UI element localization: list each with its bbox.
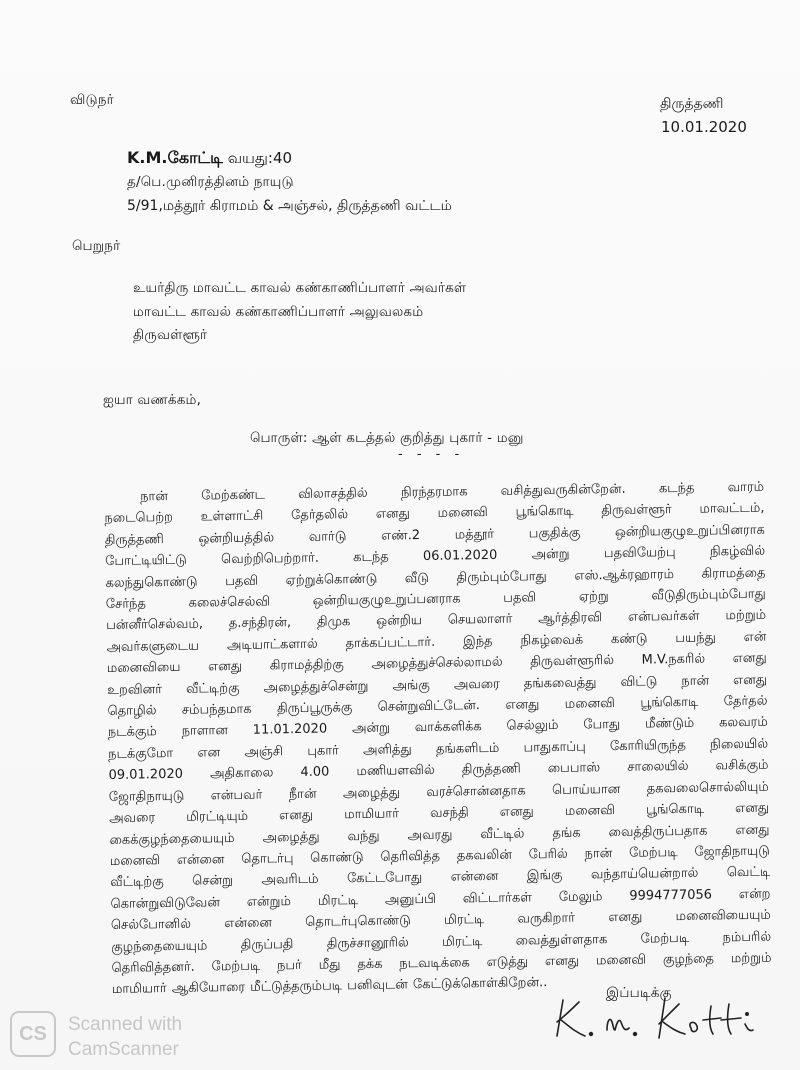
letter-place: திருத்தணி [660, 96, 724, 112]
body-line: உறவினர் வீட்டிற்கு அழைத்துச்சென்று அங்கு அவரை தங்கவைத்து விட்டு நான் எனது [107, 672, 768, 698]
body-line: தெரிவித்தனர். மேற்படி நபர் மீது தக்க நடவடிக்கை எடுத்து எனது மனைவி குழந்தை மற்றும் [111, 950, 772, 976]
body-line: நான் மேற்கண்ட விலாசத்தில் நிரந்தரமாக வசித்துவருகின்றேன். கடந்த வாரம் [140, 479, 765, 505]
handwritten-signature [545, 992, 770, 1042]
subject-underline: - - - - [398, 447, 465, 462]
recipient-line-1: உயர்திரு மாவட்ட காவல் கண்காணிப்பாளர் அவர்கள் [133, 280, 467, 296]
body-line: செல்போனில் என்னை தொடர்புகொண்டு மிரட்டி வருகிறார் எனது மனைவியையும் [110, 907, 771, 934]
body-line: ஜோதிநாயுடு என்பவர் நீான் அழைத்து வரச்சொன்னதாக பொய்யான தகவலைசொல்லியும் [108, 779, 769, 805]
watermark-line-1: Scanned with [68, 1014, 183, 1035]
body-line: கைக்குழந்தையையும் அழைத்து வந்து அவரது வீட்டில் தங்க வைத்திருப்பதாக எனது [109, 822, 770, 848]
body-line: 09.01.2020 அதிகாலை 4.00 மணியளவில் திருத்தணி பைபாஸ் சாலையில் வசிக்கும் [108, 757, 769, 784]
body-line: மனைவி என்னை தொடர்பு கொண்டு தெரிவித்த தகவலின் பேரில் நான் மேற்படி ஜோதிநாயுடு [109, 843, 770, 869]
body-line: கலந்துகொண்டு பதவி ஏற்றுக்கொண்டு வீடு திரும்பும்போது எஸ்.ஆக்ரஹாரம் கிராமத்தை [105, 565, 766, 591]
closing: இப்படிக்கு [606, 985, 672, 1001]
letter-date: 10.01.2020 [661, 118, 747, 136]
body-line: தொழில் சம்பந்தமாக திருப்பூருக்கு சென்றுவிட்டேன். எனது மனைவி பூங்கொடி தேர்தல் [107, 693, 768, 720]
body-line: அவரை மிரட்டியும் எனது மாமியார் வசந்தி எனது மனைவி பூங்கொடி எனது [109, 800, 770, 827]
body-line: வீட்டிற்கு சென்று அவரிடம் கேட்டபோது என்னை இங்கு வந்தாய்யென்றால் வெட்டி [110, 864, 771, 891]
to-label: பெறுநர் [72, 238, 121, 254]
letter-body [104, 477, 772, 1001]
sender-name-line [127, 148, 292, 169]
body-line: நடக்கும் நாளான 11.01.2020 அன்று வாக்களிக்க செல்லும் போது மீண்டும் கலவரம் [107, 715, 768, 741]
sender-address: 5/91,மத்தூர் கிராமம் & அஞ்சல், திருத்தணி வட்டம் [127, 198, 452, 214]
body-line: சேர்ந்த கலைச்செல்வி ஒன்றியகுழுஉறுப்பனராக பதவி ஏற்று வீடுதிரும்பும்போது [105, 586, 766, 613]
recipient-line-3: திருவள்ளூர் [133, 327, 208, 343]
body-line: அவர்களுடைய அடியாட்களால் தாக்கப்பட்டார். இந்த நிகழ்வைக் கண்டு பயந்து என் [106, 629, 767, 655]
subject-line: பொருள்: ஆள் கடத்தல் குறித்து புகார் - மனு [250, 430, 524, 446]
body-line: நடக்குமோ என அஞ்சி புகார் அளித்து தங்களிடம் பாதுகாப்பு கோரியிருந்த நிலையில் [108, 736, 769, 762]
body-line: பன்னீர்செல்வம், த.சந்திரன், திமுக ஒன்றிய செயலாளர் ஆர்த்திரவி என்பவர்கள் மற்றும் [106, 608, 767, 634]
sender-age: வயது:40 [227, 149, 293, 167]
body-line: கொன்றுவிடுவேன் என்றும் மிரட்டி அனுப்பி விட்டார்கள் மேலும் 9994777056 என்ற [110, 886, 771, 912]
watermark-line-2: CamScanner [68, 1039, 179, 1060]
body-line: குழந்தையையும் திருப்பதி திருச்சானூரில் மிரட்டி வைத்துள்ளதாக மேற்படி நம்பரில் [111, 929, 772, 955]
from-label: விடுநர் [70, 92, 114, 108]
sender-father: த/பெ.முனிரத்தினம் நாயுடு [127, 174, 294, 190]
sender-name: K.M.கோட்டி [127, 148, 223, 167]
salutation: ஐயா வணக்கம், [103, 392, 202, 408]
recipient-line-2: மாவட்ட காவல் கண்காணிப்பாளர் அலுவலகம் [133, 304, 424, 320]
body-line: போட்டியிட்டு வெற்றிபெற்றார். கடந்த 06.01.2020 அன்று பதவியேற்பு நிகழ்வில் [105, 543, 766, 570]
body-line: மாமியார் ஆகியோரை மீட்டுத்தரும்படி பனிவுடன் கேட்டுக்கொள்கிறேன்.. [111, 975, 548, 998]
camscanner-logo: CS [10, 1011, 56, 1057]
body-line: மனைவியை எனது கிராமத்திற்கு அழைத்துச்செல்லாமல் திருவள்ளூரில் M.V.நகரில் எனது [106, 650, 767, 677]
body-line: நடைபெற்ற உள்ளாட்சி தேர்தலில் எனது மனைவி பூங்கொடி திருவள்ளூர் மாவட்டம், [104, 501, 765, 527]
body-line: திருத்தணி ஒன்றியத்தில் வார்டு எண்.2 மத்தூர் பகுதிக்கு ஒன்றியகுழுஉறுப்பினராக [104, 522, 765, 548]
